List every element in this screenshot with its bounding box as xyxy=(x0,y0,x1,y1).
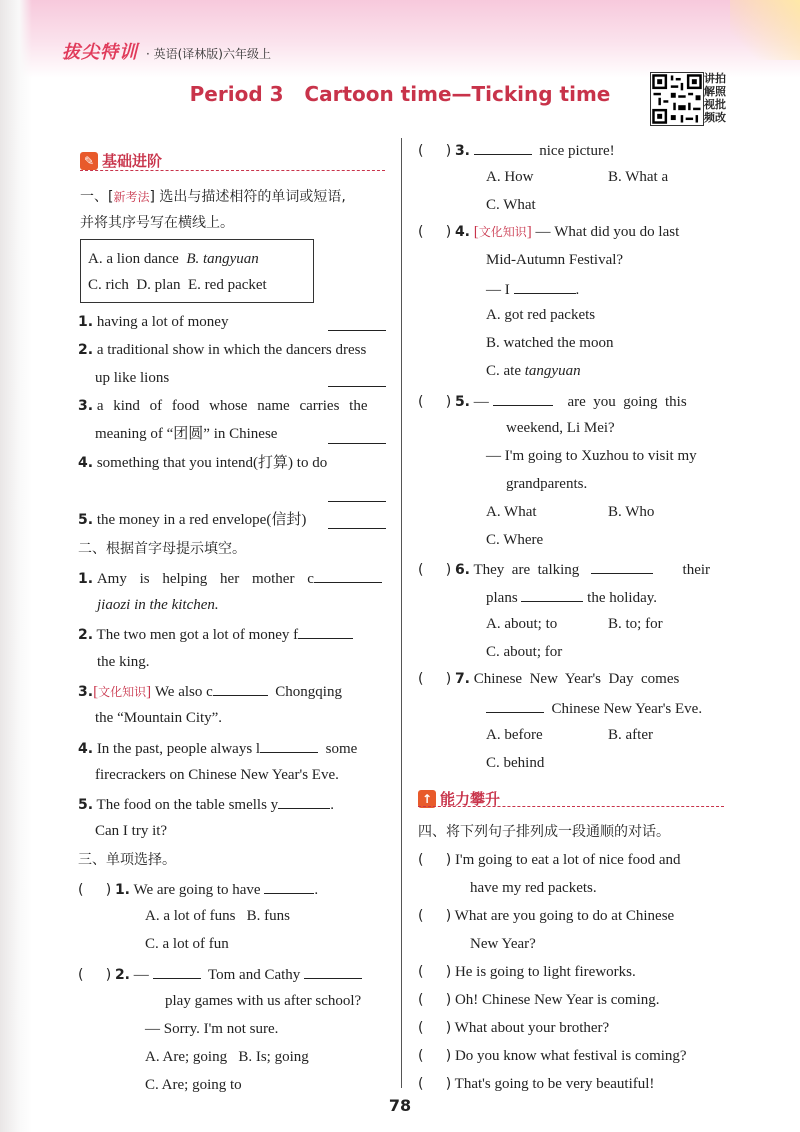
mc-options: A. a lot of funs B. funs xyxy=(145,908,290,924)
fill-item-2-cont: the king. xyxy=(97,654,150,670)
mc-options: A. What B. Who xyxy=(486,504,655,520)
mc-question-5-cont: weekend, Li Mei? xyxy=(506,420,615,436)
answer-blank[interactable] xyxy=(521,587,583,602)
section-heading: 能力攀升 xyxy=(440,790,501,808)
mc-question-5-reply-cont: grandparents. xyxy=(506,476,588,492)
instruction-1b: 并将其序号写在横线上。 xyxy=(80,215,234,231)
mc-question-4: ( ) 4. [文化知识] — What did you do last xyxy=(418,224,680,240)
answer-blank[interactable] xyxy=(278,794,330,809)
column-divider xyxy=(401,138,402,1088)
dialogue-line: ( ) Oh! Chinese New Year is coming. xyxy=(418,992,660,1008)
match-item-1: 1. having a lot of money xyxy=(78,314,229,330)
answer-bracket[interactable]: ( ) xyxy=(418,1076,452,1092)
dialogue-line: ( ) What are you going to do at Chinese xyxy=(418,908,675,924)
mc-question-2: ( ) 2. — Tom and Cathy xyxy=(78,964,362,984)
mc-question-5-reply: — I'm going to Xuzhou to visit my xyxy=(486,448,697,464)
answer-blank[interactable] xyxy=(260,738,318,753)
dialogue-line-cont: New Year? xyxy=(470,936,536,952)
answer-bracket[interactable]: ( ) xyxy=(418,143,452,159)
answer-bracket[interactable]: ( ) xyxy=(418,992,452,1008)
answer-blank[interactable] xyxy=(328,514,386,529)
fill-item-5: 5. The food on the table smells y . xyxy=(78,794,334,814)
dialogue-line: ( ) He is going to light fireworks. xyxy=(418,964,636,980)
section-basic xyxy=(80,150,162,171)
answer-blank[interactable] xyxy=(514,279,576,294)
match-item-4: 4. something that you intend(打算) to do xyxy=(78,455,328,471)
answer-blank[interactable] xyxy=(328,316,386,331)
mc-question-7: ( ) 7. Chinese New Year's Day comes xyxy=(418,671,680,687)
book-brand xyxy=(62,38,271,64)
answer-blank[interactable] xyxy=(486,698,544,713)
section-3-heading: 三、单项选择。 xyxy=(78,852,176,868)
word-bank-row: C. rich D. plan E. red packet xyxy=(88,277,267,293)
mc-question-6-cont: plans the holiday. xyxy=(486,587,657,607)
mc-question-2-reply: — Sorry. I'm not sure. xyxy=(145,1021,279,1037)
answer-bracket[interactable]: ( ) xyxy=(418,1020,452,1036)
answer-blank[interactable] xyxy=(474,140,532,155)
answer-blank[interactable] xyxy=(314,568,382,583)
answer-bracket[interactable]: ( ) xyxy=(78,882,112,898)
answer-blank[interactable] xyxy=(153,964,201,979)
mc-options: B. watched the moon xyxy=(486,335,614,351)
match-item-3-cont: meaning of “团圆” in Chinese xyxy=(95,426,278,442)
fill-item-4: 4. In the past, people always l some xyxy=(78,738,357,758)
section-heading: 基础进阶 xyxy=(102,152,163,170)
answer-bracket[interactable]: ( ) xyxy=(418,671,452,687)
answer-bracket[interactable]: ( ) xyxy=(418,964,452,980)
mc-options: C. about; for xyxy=(486,644,563,660)
mc-options: C. behind xyxy=(486,755,545,771)
mc-options: C. ate tangyuan xyxy=(486,363,581,379)
fill-item-4-cont: firecrackers on Chinese New Year's Eve. xyxy=(95,767,339,783)
page-number: 78 xyxy=(388,1096,412,1115)
brand-name: 拔尖特训 xyxy=(62,42,138,63)
mc-options: C. a lot of fun xyxy=(145,936,229,952)
dialogue-line: ( ) That's going to be very beautiful! xyxy=(418,1076,655,1092)
mc-question-7-cont: Chinese New Year's Eve. xyxy=(486,698,702,718)
fill-item-5-cont: Can I try it? xyxy=(95,823,168,839)
mc-question-4-reply: — I . xyxy=(486,279,579,299)
match-item-5: 5. the money in a red envelope(信封) xyxy=(78,512,307,528)
answer-blank[interactable] xyxy=(328,429,386,444)
page-edge xyxy=(0,0,32,1132)
answer-bracket[interactable]: ( ) xyxy=(78,967,112,983)
answer-bracket[interactable]: ( ) xyxy=(418,852,452,868)
fill-item-3: 3.[文化知识] We also c Chongqing xyxy=(78,681,342,701)
mc-options: A. How B. What a xyxy=(486,169,669,185)
fill-item-1-cont: jiaozi in the kitchen. xyxy=(97,597,219,613)
mc-question-4-cont: Mid-Autumn Festival? xyxy=(486,252,624,268)
answer-bracket[interactable]: ( ) xyxy=(418,224,452,240)
mc-options: C. Where xyxy=(486,532,544,548)
pencil-icon: ✎ xyxy=(80,152,98,170)
dialogue-line: ( ) What about your brother? xyxy=(418,1020,610,1036)
section-4-heading: 四、将下列句子排列成一段通顺的对话。 xyxy=(418,824,670,840)
answer-blank[interactable] xyxy=(264,879,314,894)
answer-blank[interactable] xyxy=(591,559,653,574)
mc-question-3: ( ) 3. nice picture! xyxy=(418,140,615,160)
instruction-1: 一、[新考法] 选出与描述相符的单词或短语, xyxy=(80,189,346,205)
answer-blank[interactable] xyxy=(328,487,386,502)
rocket-icon: ↑ xyxy=(418,790,436,808)
match-item-3: 3. a kind of food whose name carries the xyxy=(78,398,368,414)
mc-options: C. Are; going to xyxy=(145,1077,242,1093)
section-underline xyxy=(418,806,724,807)
mc-question-5: ( ) 5. — are you going this xyxy=(418,391,687,411)
mc-options: A. Are; going B. Is; going xyxy=(145,1049,309,1065)
answer-bracket[interactable]: ( ) xyxy=(418,394,452,410)
mc-question-2-cont: play games with us after school? xyxy=(165,993,362,1009)
answer-blank[interactable] xyxy=(493,391,553,406)
page-title: Period 3 Cartoon time—Ticking time xyxy=(189,82,611,106)
book-subtitle: · 英语(译林版)六年级上 xyxy=(146,47,271,61)
fill-item-1: 1. Amy is helping her mother c xyxy=(78,568,382,588)
answer-blank[interactable] xyxy=(213,681,268,696)
mc-question-1: ( ) 1. We are going to have . xyxy=(78,879,318,899)
answer-bracket[interactable]: ( ) xyxy=(418,908,452,924)
mc-options: A. about; to B. to; for xyxy=(486,616,663,632)
answer-bracket[interactable]: ( ) xyxy=(418,1048,452,1064)
qr-code-icon[interactable] xyxy=(650,72,704,126)
qr-caption: 讲拍 解照 视批 频改 xyxy=(704,72,726,124)
corner-decoration xyxy=(730,0,800,60)
section-underline xyxy=(80,170,385,171)
section-2-heading: 二、根据首字母提示填空。 xyxy=(78,541,246,557)
word-bank-row: A. a lion dance B. tangyuan xyxy=(88,251,259,267)
mc-options: A. got red packets xyxy=(486,307,596,323)
match-item-2-cont: up like lions xyxy=(95,370,170,386)
answer-blank[interactable] xyxy=(304,964,362,979)
dialogue-line: ( ) Do you know what festival is coming? xyxy=(418,1048,687,1064)
fill-item-2: 2. The two men got a lot of money f xyxy=(78,624,353,644)
answer-blank[interactable] xyxy=(328,372,386,387)
mc-options: C. What xyxy=(486,197,536,213)
mc-question-6: ( ) 6. They are talking their xyxy=(418,559,710,579)
answer-blank[interactable] xyxy=(298,624,353,639)
mc-options: A. before B. after xyxy=(486,727,653,743)
dialogue-line-cont: have my red packets. xyxy=(470,880,597,896)
match-item-2: 2. a traditional show in which the dancers dress xyxy=(78,342,367,358)
dialogue-line: ( ) I'm going to eat a lot of nice food and xyxy=(418,852,681,868)
fill-item-3-cont: the “Mountain City”. xyxy=(95,710,223,726)
answer-bracket[interactable]: ( ) xyxy=(418,562,452,578)
